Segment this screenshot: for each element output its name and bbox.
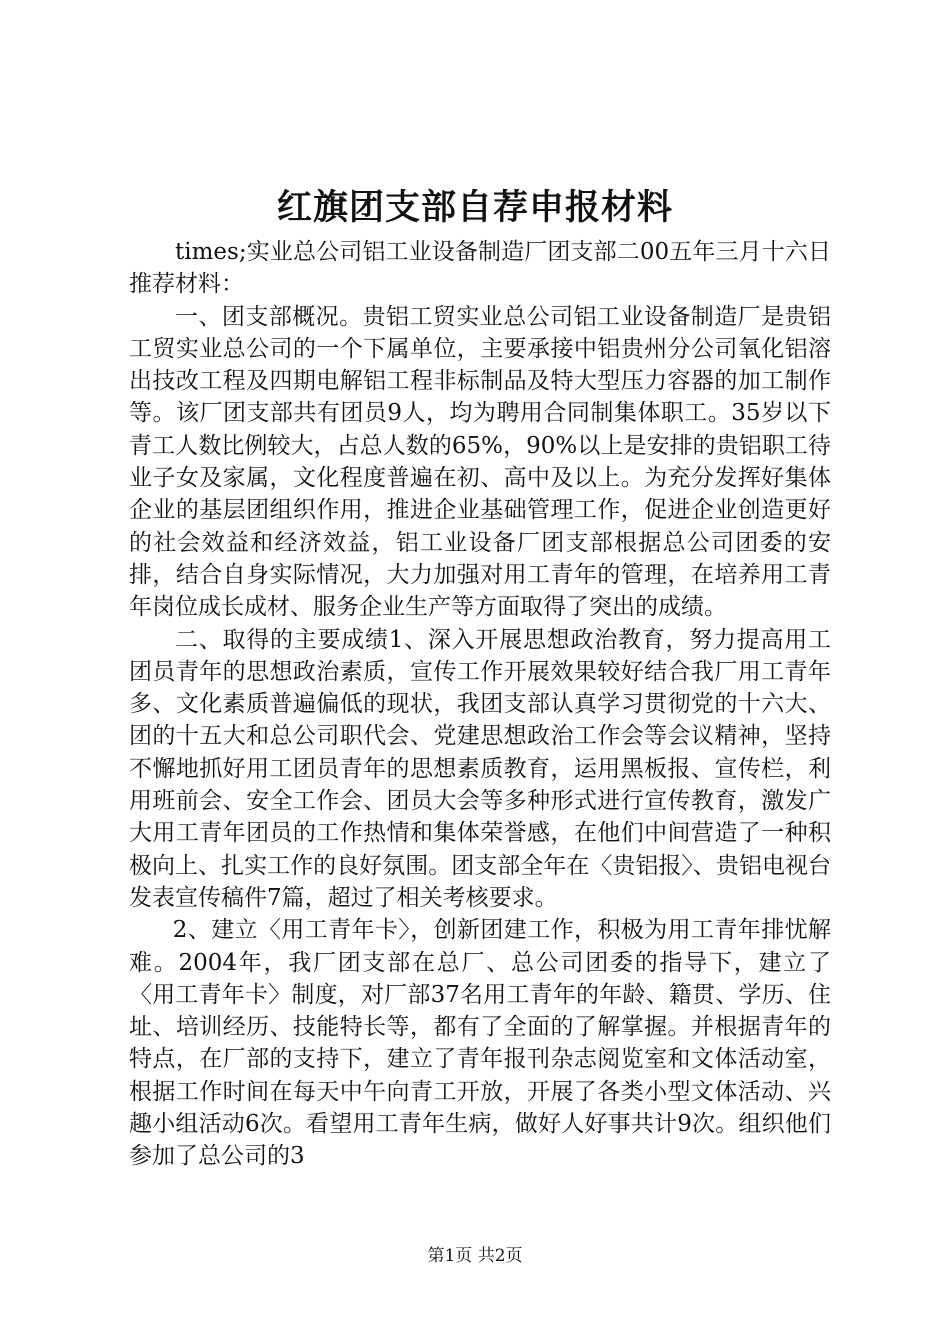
paragraph-overview: 一、团支部概况。贵铝工贸实业总公司铝工业设备制造厂是贵铝工贸实业总公司的一个下属单位，主要承接中铝贵州分公司氧化铝溶出技改工程及四期电解铝工程非标制品及特大型压力容器的加工制作等。该厂团支部共有团员9人，均为聘用合同制集体职工。35岁以下青工人数比例较大，占总人数的65%，90%以上是安排的贵铝职工待业子女及家属，文化程度普遍在初、高中及以上。为充分发挥好集体企业的基层团组织作用，推进企业基础管理工作，促进企业创造更好的社会效益和经济效益，铝工业设备厂团支部根据总公司团委的安排，结合自身实际情况，大力加强对用工青年的管理，在培养用工青年岗位成长成材、服务企业生产等方面取得了突出的成绩。	[129, 303, 831, 621]
document-body	[129, 236, 831, 1173]
document-title: 红旗团支部自荐申报材料	[276, 187, 673, 228]
page-footer: 第1页 共2页	[427, 1246, 523, 1266]
paragraph-intro: times;实业总公司铝工业设备制造厂团支部二00五年三月十六日推荐材料：	[129, 239, 831, 298]
paragraph-youth-card: 2、建立〈用工青年卡〉，创新团建工作，积极为用工青年排忧解难。2004年，我厂团支部在总厂、总公司团委的指导下，建立了〈用工青年卡〉制度，对厂部37名用工青年的年龄、籍贯、学历、住址、培训经历、技能特长等，都有了全面的了解掌握。并根据青年的特点，在厂部的支持下，建立了青年报刊杂志阅览室和文体活动室，根据工作时间在每天中午向青工开放，开展了各类小型文体活动、兴趣小组活动6次。看望用工青年生病，做好人好事共计9次。组织他们参加了总公司的3	[129, 917, 831, 1170]
paragraph-achievements: 二、取得的主要成绩1、深入开展思想政治教育，努力提高用工团员青年的思想政治素质，宣传工作开展效果较好结合我厂用工青年多、文化素质普遍偏低的现状，我团支部认真学习贯彻党的十六大、团的十五大和总公司职代会、党建思想政治工作会等会议精神，坚持不懈地抓好用工团员青年的思想素质教育，运用黑板报、宣传栏，利用班前会、安全工作会、团员大会等多种形式进行宣传教育，激发广大用工青年团员的工作热情和集体荣誉感，在他们中间营造了一种积极向上、扎实工作的良好氛围。团支部全年在〈贵铝报〉、贵铝电视台发表宣传稿件7篇，超过了相关考核要求。	[129, 626, 831, 911]
